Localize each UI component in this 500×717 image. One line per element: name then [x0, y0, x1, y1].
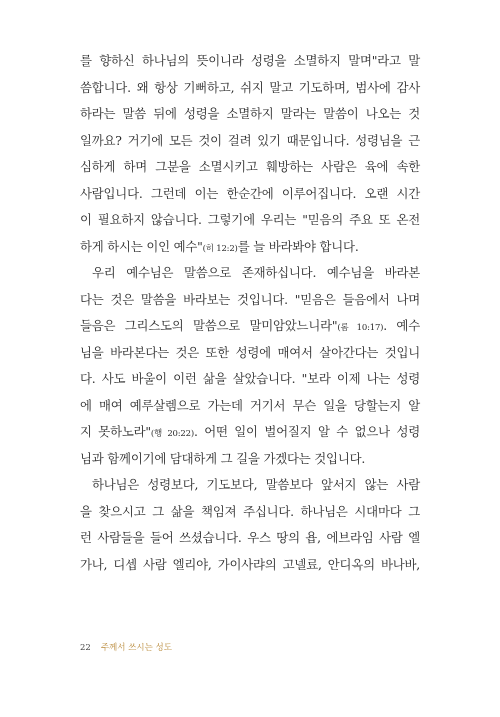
scripture-reference: (히 12:2)	[202, 243, 238, 254]
body-text	[80, 48, 420, 578]
text-line	[80, 419, 420, 446]
text-line: 심하게 하며 그분을 소멸시키고 훼방하는 사람은 육에 속한	[80, 159, 420, 174]
text-line: 씀합니다. 왜 항상 기뻐하고, 쉬지 말고 기도하며, 범사에 감사	[80, 79, 420, 95]
text-line: 에 매여 예루살렘으로 가는데 거기서 무슨 일을 당할는지 알	[80, 397, 420, 413]
text-segment: 를 늘 바라봐야 합니다.	[237, 238, 359, 254]
text-segment: . 예수	[383, 318, 420, 333]
text-segment: 하게 하시는 이인 예수"	[80, 238, 203, 254]
running-title: 주께서 쓰시는 성도	[100, 643, 172, 653]
text-line: 사람입니다. 그런데 이는 한순간에 이루어집니다. 오랜 시간	[80, 185, 420, 201]
scripture-reference: (롬 10:17)	[337, 323, 384, 333]
text-line: 님을 바라본다는 것은 또한 성령에 매여서 살아간다는 것입니	[80, 344, 420, 360]
text-segment: 들음은 그리스도의 말씀으로 말미암았느니라"	[80, 318, 338, 333]
text-line: 을 찾으시고 그 삶을 책임져 주십니다. 하나님은 시대마다 그	[80, 503, 420, 519]
page-footer	[80, 641, 172, 653]
text-segment: . 어떤 일이 벌어질지 알 수 없으나 성령	[193, 424, 420, 439]
text-line: 우리 예수님은 말씀으로 존재하십니다. 예수님을 바라본	[92, 265, 420, 280]
text-line	[80, 313, 420, 340]
text-line	[80, 234, 420, 261]
text-line: 런 사람들을 들어 쓰셨습니다. 우스 땅의 욥, 에브라임 사람 엘	[80, 530, 420, 545]
page-number: 22	[80, 643, 91, 653]
text-line: 님과 함께이기에 담대하게 그 길을 가겠다는 것입니다.	[80, 450, 366, 466]
text-line: 일까요? 거기에 모든 것이 걸려 있기 때문입니다. 성령님을 근	[80, 132, 420, 148]
text-line: 다는 것은 말씀을 바라보는 것입니다. "믿음은 들음에서 나며	[80, 291, 420, 307]
text-line: 다. 사도 바울이 이런 삶을 살았습니다. "보라 이제 나는 성령	[80, 371, 420, 386]
scripture-reference: (행 20:22)	[150, 429, 194, 439]
text-segment: 지 못하노라"	[80, 424, 151, 439]
text-line: 를 향하신 하나님의 뜻이니라 성령을 소멸하지 말며"라고 말	[80, 53, 420, 68]
text-line: 가나, 디셉 사람 엘리야, 가이사랴의 고넬료, 안디옥의 바나바,	[80, 556, 420, 572]
text-line: 하라는 말씀 뒤에 성령을 소멸하지 말라는 말씀이 나오는 것	[80, 106, 420, 121]
text-line: 하나님은 성령보다, 기도보다, 말씀보다 앞서지 않는 사람	[92, 477, 420, 492]
text-line: 이 필요하지 않습니다. 그렇기에 우리는 "믿음의 주요 또 온전	[80, 212, 420, 227]
